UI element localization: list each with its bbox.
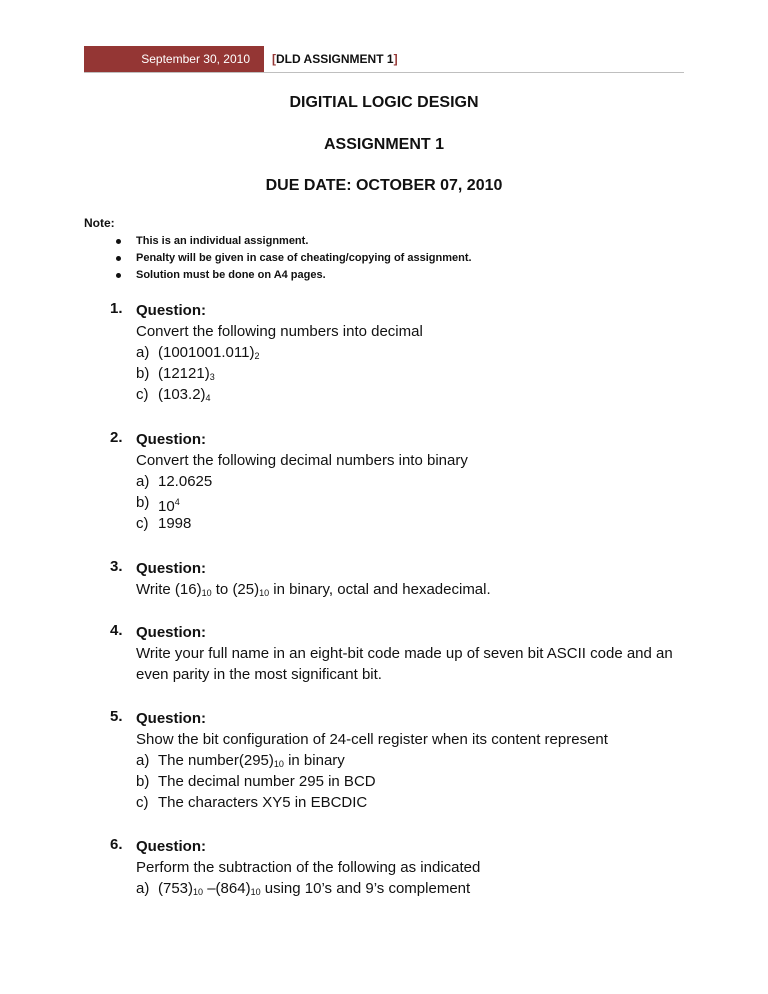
question-number: 5. (110, 708, 123, 725)
due-date: DUE DATE: OCTOBER 07, 2010 (265, 177, 503, 194)
sub-item-b: b) The decimal number 295 in BCD (136, 773, 376, 790)
question-number: 6. (110, 836, 123, 853)
question-heading: Question: (136, 560, 206, 577)
assignment-title: ASSIGNMENT 1 (323, 136, 444, 153)
question-text: Write $(16)_{10}$ to $(25)_{10}$ in binary, octal and hexadecimal. (136, 581, 491, 598)
question-text: Convert the following numbers into decimal (136, 323, 423, 340)
sub-item-c: c) $(103.2)_4$ (136, 386, 211, 403)
close-bracket: ] (393, 52, 398, 66)
sub-item-c: c) The characters XY5 in EBCDIC (136, 794, 368, 811)
note-item: This is an individual assignment. (112, 233, 472, 250)
note-label: Note: (84, 216, 115, 230)
question-heading: Question: (136, 302, 206, 319)
sub-item-c: c) 1998 (136, 515, 192, 532)
sub-item-a: a) The $number(295)_{10}$ in binary (136, 752, 345, 769)
course-title: DIGITIAL LOGIC DESIGN (289, 94, 479, 111)
question-number: 3. (110, 558, 123, 575)
sub-item-b: b) $10^4$ (136, 494, 180, 515)
question-heading: Question: (136, 710, 206, 727)
question-text: Convert the following decimal numbers into binary (136, 452, 468, 469)
question-heading: Question: (136, 624, 206, 641)
sub-item-b: b) $(12121)_3$ (136, 365, 215, 382)
sub-item-a: a) 12.0625 (136, 473, 213, 490)
question-number: 4. (110, 622, 123, 639)
question-heading: Question: (136, 838, 206, 855)
sub-item-a: a) $(753)_{10}$ $-(864)_{10}$ using 10’s and 9’s complement (136, 880, 471, 897)
question-heading: Question: (136, 431, 206, 448)
header-date-band (84, 46, 264, 72)
header-doc-title (272, 52, 398, 66)
header-divider (84, 72, 684, 73)
note-list (112, 233, 472, 284)
question-number: 2. (110, 429, 123, 446)
open-bracket: [ (272, 52, 276, 66)
question-text: Show the bit configuration of 24-cell register when its content represent (136, 731, 608, 748)
header-date: September 30, 2010 (141, 52, 250, 66)
question-text: Perform the subtraction of the following as indicated (136, 859, 481, 876)
doc-title: DLD ASSIGNMENT 1 (276, 52, 394, 66)
question-number: 1. (110, 300, 123, 317)
question-text: Write your full name in an eight-bit code made up of seven bit ASCII code and an even parity in the most significant bit. (136, 645, 673, 683)
note-item: Penalty will be given in case of cheating/copying of assignment. (112, 250, 472, 267)
sub-item-a: a) $(1001001.011)_2$ (136, 344, 260, 361)
note-item: Solution must be done on A4 pages. (112, 267, 472, 284)
